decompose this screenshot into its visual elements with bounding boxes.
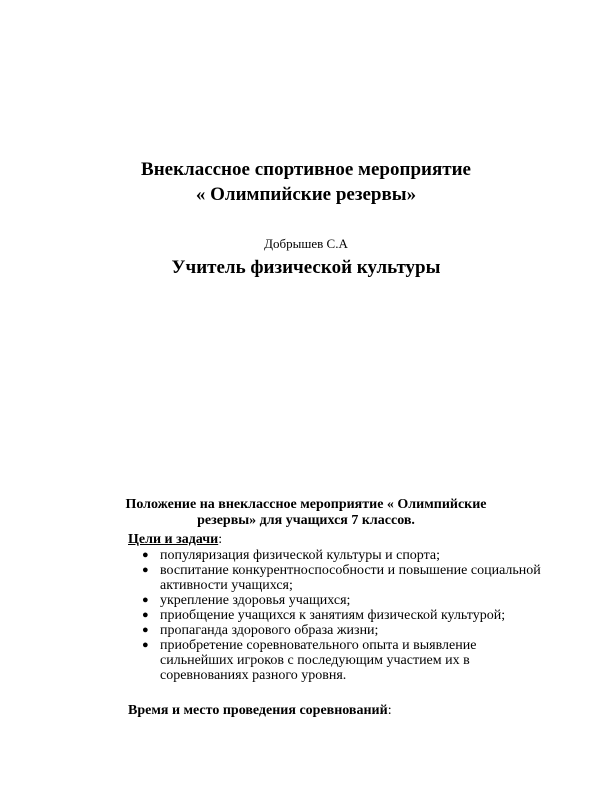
list-item: [142, 548, 542, 563]
list-item-text: воспитание конкурентноспособности и повышение социальной активности учащихся;: [160, 563, 541, 593]
venue-colon: :: [387, 703, 392, 718]
goals-label: Цели и задачи: [128, 532, 219, 547]
list-item-text: пропаганда здорового образа жизни;: [160, 623, 379, 638]
venue-heading: [128, 703, 392, 719]
list-item: [142, 608, 542, 623]
author-role: Учитель физической культуры: [171, 257, 441, 278]
list-item: [142, 623, 542, 638]
bullet-icon: ●: [142, 609, 149, 621]
goals-heading: [128, 532, 222, 548]
list-item: [142, 638, 542, 683]
list-item: [142, 563, 542, 593]
bullet-icon: ●: [142, 624, 149, 636]
list-item: [142, 593, 542, 608]
list-item-text: приобретение соревновательного опыта и выявление сильнейших игроков с последующим участием их в соревнованиях разного уровня.: [160, 638, 477, 683]
goals-list: [142, 548, 542, 683]
bullet-icon: ●: [142, 639, 149, 651]
venue-label: Время и место проведения соревнований: [128, 703, 388, 718]
list-item-text: укрепление здоровья учащихся;: [160, 593, 351, 608]
bullet-icon: ●: [142, 564, 149, 576]
regulation-heading-line-1: Положение на внеклассное мероприятие « Олимпийские: [125, 497, 487, 512]
author-name: Добрышев С.А: [264, 236, 348, 251]
list-item-text: популяризация физической культуры и спорта;: [160, 548, 441, 563]
goals-colon: :: [218, 532, 223, 547]
list-item-text: приобщение учащихся к занятиям физической культурой;: [160, 608, 506, 623]
event-title-line-1: Внеклассное спортивное мероприятие: [141, 159, 471, 180]
event-title-line-2: « Олимпийские резервы»: [195, 184, 417, 205]
regulation-heading-line-2: резервы» для учащихся 7 классов.: [197, 513, 415, 528]
bullet-icon: ●: [142, 594, 149, 606]
bullet-icon: ●: [142, 549, 149, 561]
